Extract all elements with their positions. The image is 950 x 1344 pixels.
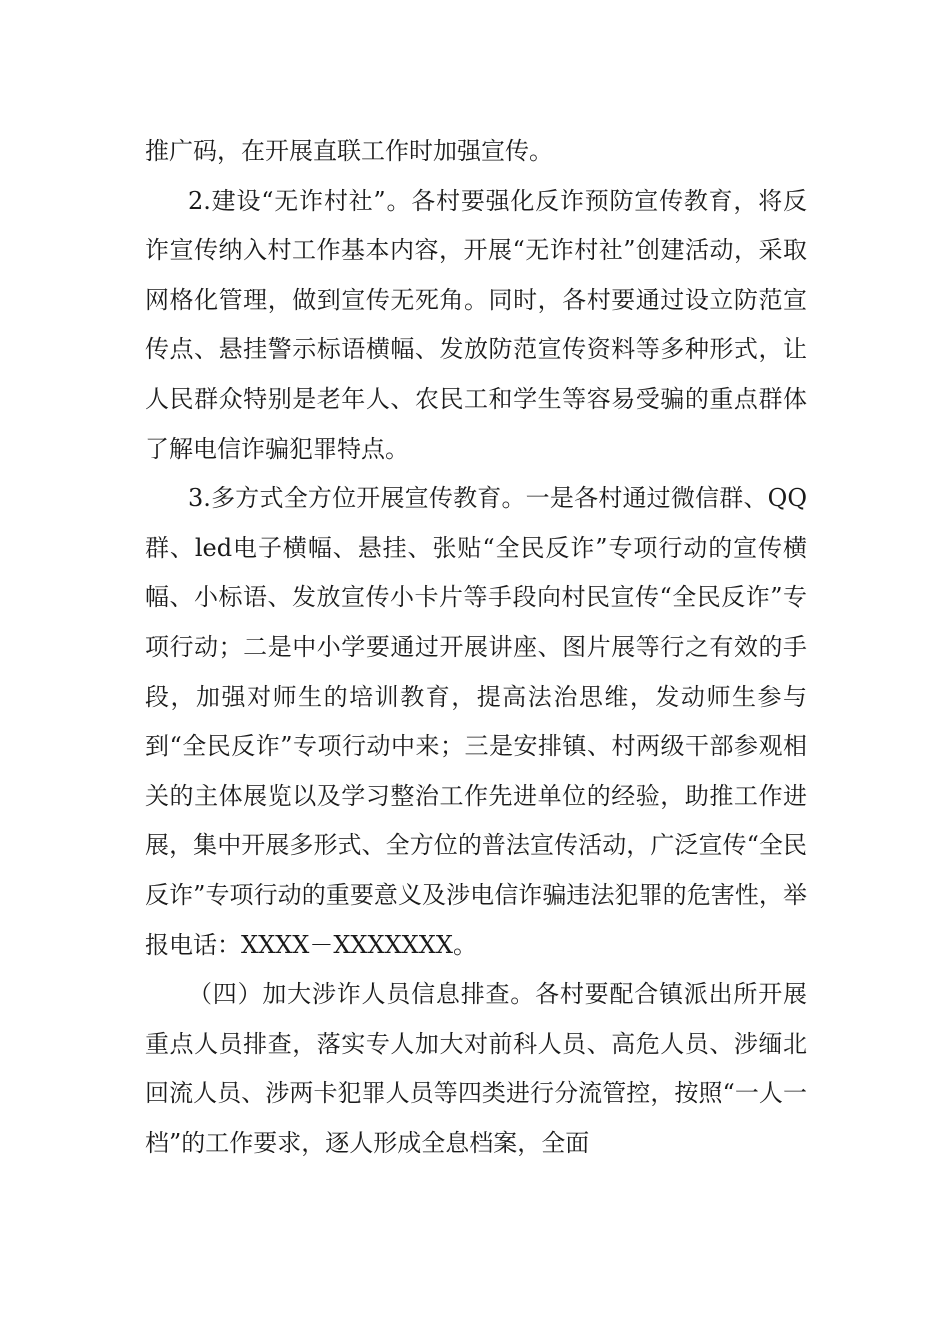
paragraph-personnel-screening: （四）加大涉诈人员信息排查。各村要配合镇派出所开展重点人员排查，落实专人加大对前科人员、高危人员、涉缅北回流人员、涉两卡犯罪人员等四类进行分流管控，按照“一人一档”的工作要求，逐人形成全息档案，全面 — [145, 980, 807, 1157]
paragraph-fraud-free-village: 2.建设“无诈村社”。各村要强化反诈预防宣传教育，将反诈宣传纳入村工作基本内容，开展“无诈村社”创建活动，采取网格化管理，做到宣传无死角。同时，各村要通过设立防范宣传点、悬挂警示标语横幅、发放防范宣传资料等多种形式，让人民群众特别是老年人、农民工和学生等容易受骗的重点群体了解电信诈骗犯罪特点。 — [145, 186, 807, 463]
paragraph-promo-code: 推广码，在开展直联工作时加强宣传。 — [145, 137, 553, 165]
paragraph-multi-channel-education: 3.多方式全方位开展宣传教育。一是各村通过微信群、QQ群、led电子横幅、悬挂、张贴“全民反诈”专项行动的宣传横幅、小标语、发放宣传小卡片等手段向村民宣传“全民反诈”专项行动；二是中小学要通过开展讲座、图片展等行之有效的手段，加强对师生的培训教育，提高法治思维，发动师生参与到“全民反诈”专项行动中来；三是安排镇、村两级干部参观相关的主体展览以及学习整治工作先进单位的经验，助推工作进展，集中开展多形式、全方位的普法宣传活动，广泛宣传“全民反诈”专项行动的重要意义及涉电信诈骗违法犯罪的危害性，举报电话：XXXX－XXXXXXX。 — [145, 484, 807, 959]
document-body — [145, 127, 807, 1168]
